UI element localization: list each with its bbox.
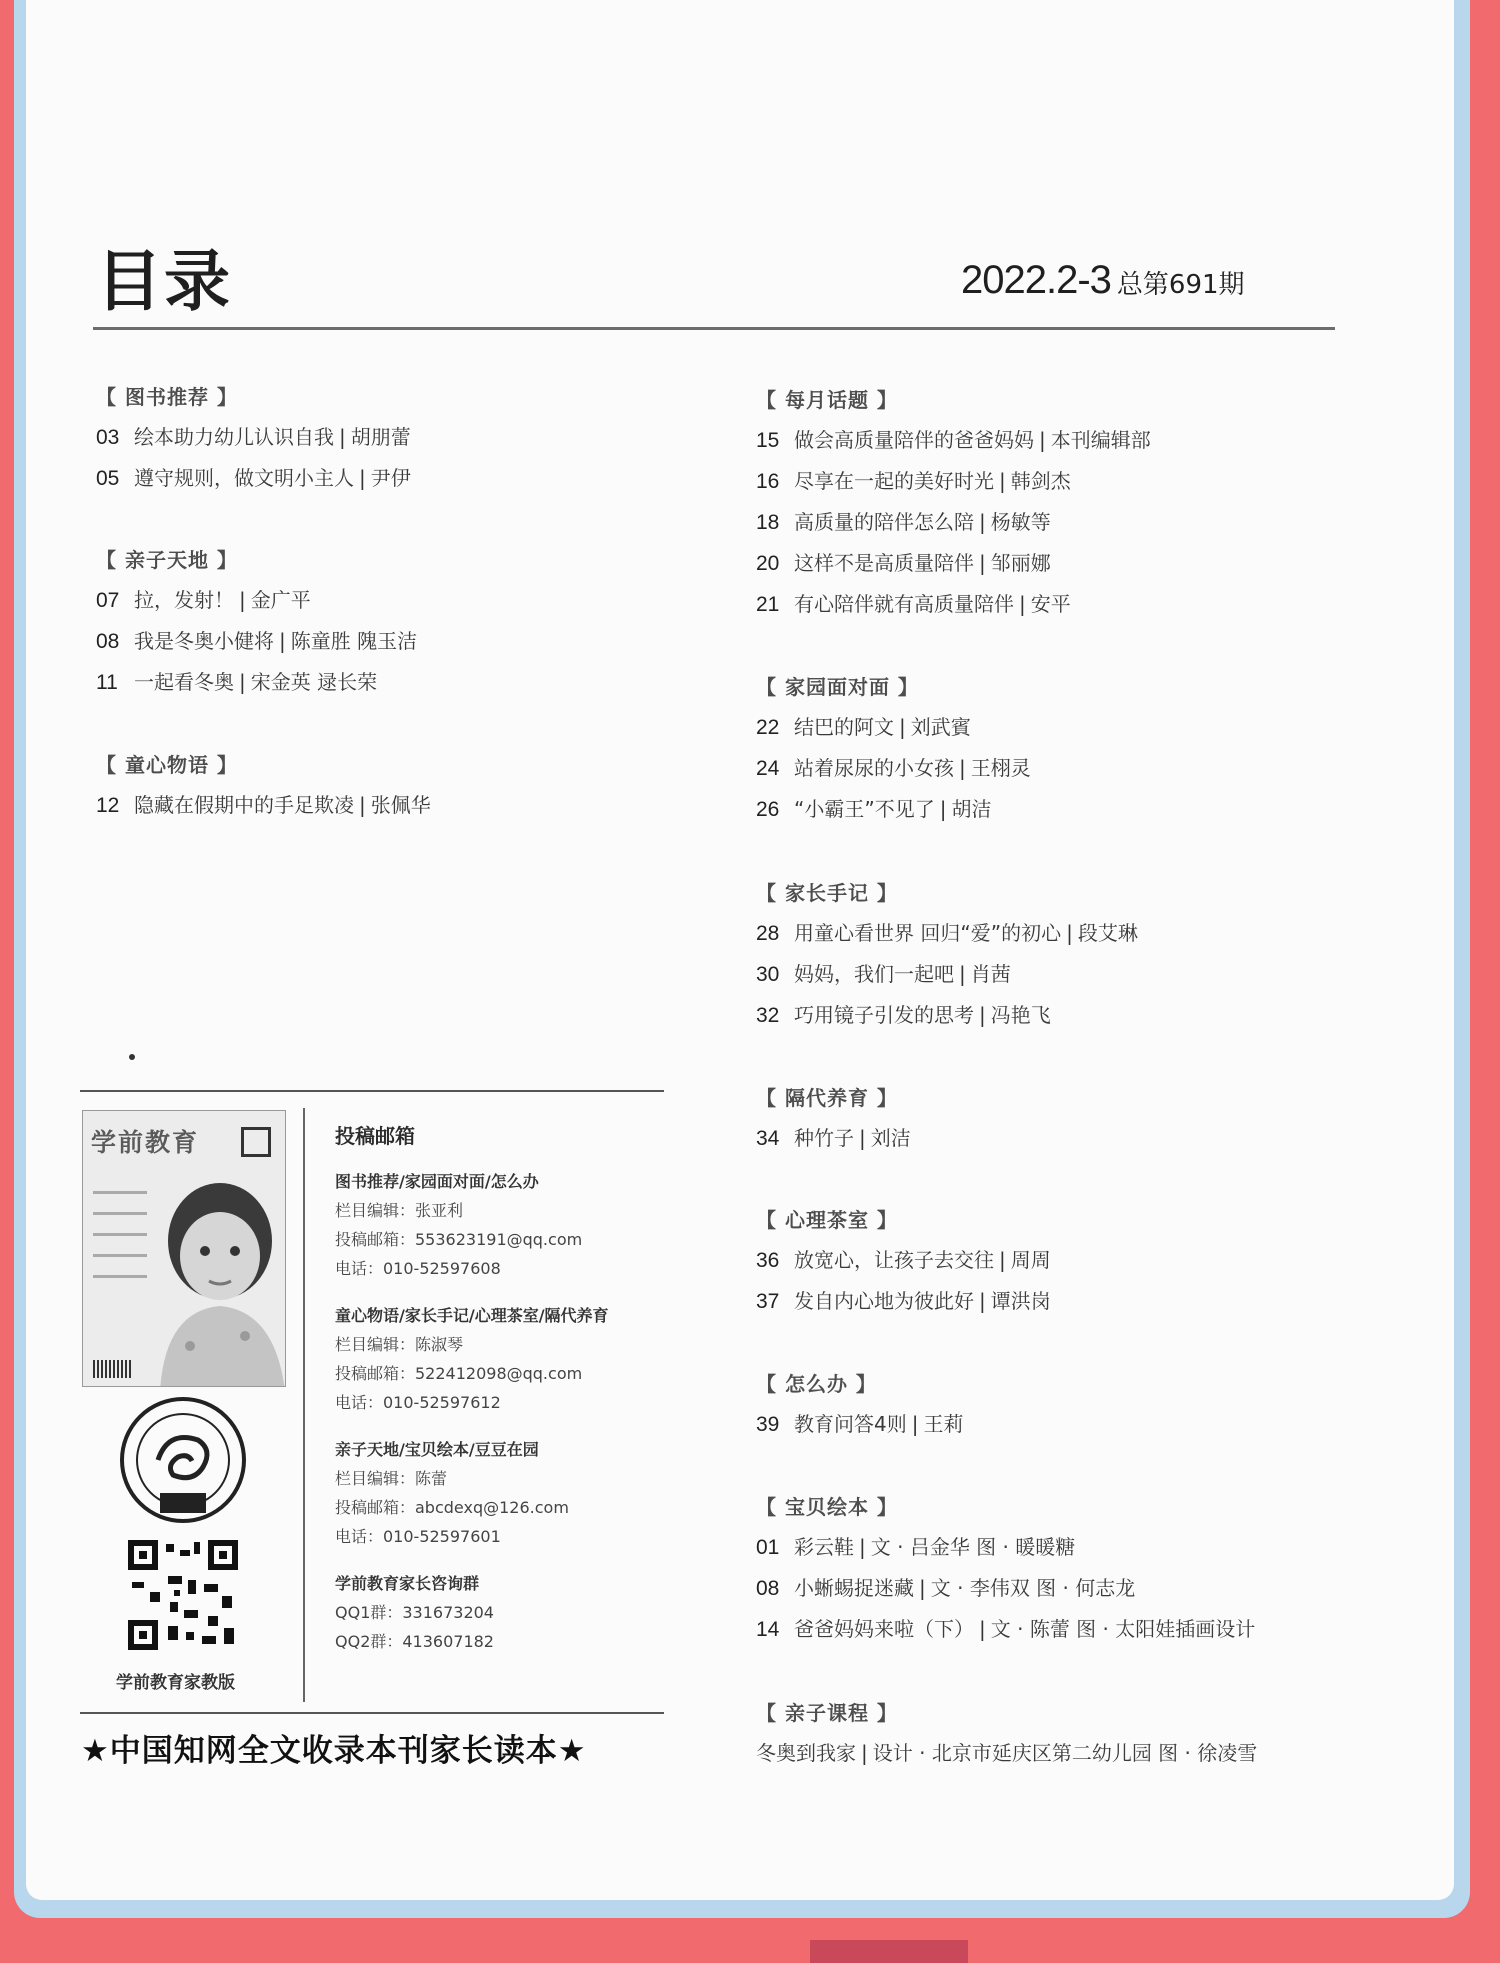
entry-page-number: 34 <box>756 1127 780 1150</box>
entry-title: 尽享在一起的美好时光 <box>794 469 994 493</box>
contribution-heading: 投稿邮箱 <box>335 1124 415 1148</box>
toc-entry[interactable] <box>96 662 417 703</box>
toc-entry[interactable] <box>756 461 1151 502</box>
issue-date: 2022.2-3 <box>961 258 1111 302</box>
entry-separator: | <box>861 1741 868 1765</box>
entry-page-number: 37 <box>756 1290 780 1313</box>
toc-entry[interactable] <box>756 420 1151 461</box>
entry-author: 文 · 吕金华 图 · 暖暖糖 <box>870 1535 1076 1559</box>
entry-page-number: 14 <box>756 1618 780 1641</box>
section-heading: 【 心理茶室 】 <box>756 1208 898 1232</box>
section-heading: 【 每月话题 】 <box>756 388 898 412</box>
qr-code-icon <box>128 1540 238 1650</box>
entry-author: 刘武賓 <box>910 715 971 739</box>
contribution-group <box>335 1569 655 1656</box>
entry-separator: | <box>859 1535 866 1559</box>
entry-title: 高质量的陪伴怎么陪 <box>794 510 974 534</box>
toc-entry[interactable] <box>756 707 1031 748</box>
toc-section <box>756 1693 1257 1774</box>
entry-separator: | <box>919 1576 926 1600</box>
group-editor: 栏目编辑：陈蕾 <box>335 1469 448 1488</box>
box-top-rule <box>80 1090 664 1092</box>
entry-separator: | <box>939 797 947 821</box>
cover-qr-icon <box>241 1127 271 1157</box>
entry-page-number: 16 <box>756 470 780 493</box>
toc-entry[interactable] <box>96 458 411 499</box>
section-heading: 【 童心物语 】 <box>96 753 238 777</box>
title-rule <box>93 327 1335 330</box>
magazine-page <box>26 0 1454 1900</box>
entry-separator: | <box>239 670 246 694</box>
entry-separator: | <box>979 510 986 534</box>
issue-info <box>961 258 1245 303</box>
entry-title: 有心陪伴就有高质量陪伴 <box>794 592 1014 616</box>
entry-page-number: 08 <box>756 1577 780 1600</box>
contribution-group <box>335 1167 655 1283</box>
toc-entry[interactable] <box>756 1404 963 1445</box>
contribution-group <box>335 1435 655 1551</box>
toc-entry[interactable] <box>756 1609 1255 1650</box>
entry-separator: | <box>911 1412 919 1436</box>
contribution-groups <box>335 1167 655 1656</box>
entry-separator: | <box>979 1289 986 1313</box>
entry-author: 胡洁 <box>951 797 992 821</box>
page-title: 目录 <box>96 243 232 320</box>
entry-page-number: 07 <box>96 589 120 612</box>
section-heading: 【 家园面对面 】 <box>756 675 919 699</box>
entry-author: 王栩灵 <box>970 756 1031 780</box>
group-title: 学前教育家长咨询群 <box>335 1574 480 1593</box>
entry-title: 做会高质量陪伴的爸爸妈妈 <box>794 428 1034 452</box>
group-email: 投稿邮箱：522412098@qq.com <box>335 1364 583 1383</box>
toc-entry[interactable] <box>96 621 417 662</box>
cover-title: 学前教育 <box>91 1128 200 1157</box>
group-title: 亲子天地/宝贝绘本/豆豆在园 <box>335 1440 539 1459</box>
entry-separator: | <box>859 1126 866 1150</box>
entry-page-number: 39 <box>756 1413 780 1436</box>
entry-separator: | <box>359 793 366 817</box>
entry-author: 段艾琳 <box>1077 921 1138 945</box>
section-heading: 【 亲子课程 】 <box>756 1701 898 1725</box>
entry-separator: | <box>1019 592 1026 616</box>
entry-separator: | <box>959 756 966 780</box>
entry-author: 刘洁 <box>870 1126 911 1150</box>
honor-seal-icon <box>118 1395 248 1525</box>
entry-page-number: 28 <box>756 922 780 945</box>
entry-title: 遵守规则，做文明小主人 <box>134 466 354 490</box>
entry-separator: | <box>979 1617 986 1641</box>
entry-title: 隐藏在假期中的手足欺凌 <box>134 793 354 817</box>
entry-author: 韩剑杰 <box>1010 469 1071 493</box>
section-heading: 【 隔代养育 】 <box>756 1086 898 1110</box>
entry-author: 尹伊 <box>370 466 411 490</box>
toc-section <box>756 1200 1051 1322</box>
toc-section <box>96 377 411 499</box>
entry-title: 用童心看世界 回归“爱”的初心 <box>794 921 1062 945</box>
entry-title: 我是冬奥小健将 <box>134 629 274 653</box>
group-phone: 电话：010-52597601 <box>335 1527 501 1546</box>
entry-author: 邹丽娜 <box>990 551 1051 575</box>
toc-section <box>756 873 1138 1036</box>
toc-section <box>96 745 431 826</box>
entry-separator: | <box>959 962 966 986</box>
entry-page-number: 08 <box>96 630 120 653</box>
entry-author: 张佩华 <box>370 793 431 817</box>
entry-title: 爸爸妈妈来啦（下） <box>794 1617 974 1641</box>
entry-title: 拉，发射！ <box>134 588 234 612</box>
entry-page-number: 20 <box>756 552 780 575</box>
issue-total: 总第691期 <box>1116 270 1245 300</box>
entry-title: 这样不是高质量陪伴 <box>794 551 974 575</box>
entry-author: 安平 <box>1030 592 1071 616</box>
group-title: 图书推荐/家园面对面/怎么办 <box>335 1172 539 1191</box>
section-heading: 【 图书推荐 】 <box>96 385 238 409</box>
group-editor: QQ1群：331673204 <box>335 1603 494 1622</box>
box-bottom-rule <box>80 1712 664 1714</box>
toc-entry[interactable] <box>756 543 1151 584</box>
toc-entry[interactable] <box>756 1240 1051 1281</box>
toc-entry[interactable] <box>96 580 417 621</box>
section-heading: 【 怎么办 】 <box>756 1372 877 1396</box>
entry-author: 文 · 李伟双 图 · 何志龙 <box>930 1576 1136 1600</box>
bottom-tab <box>810 1940 968 1963</box>
entry-title: 一起看冬奥 <box>134 670 234 694</box>
entry-separator: | <box>359 466 366 490</box>
group-editor: 栏目编辑：张亚利 <box>335 1201 464 1220</box>
group-title: 童心物语/家长手记/心理茶室/隔代养育 <box>335 1306 609 1325</box>
entry-title: 冬奥到我家 <box>756 1741 856 1765</box>
entry-title: 教育问答4则 <box>794 1412 907 1436</box>
entry-author: 宋金英 逯长荣 <box>250 670 378 694</box>
entry-page-number: 05 <box>96 467 120 490</box>
entry-title: 小蜥蜴捉迷藏 <box>794 1576 914 1600</box>
print-speck <box>129 1054 135 1060</box>
entry-page-number: 01 <box>756 1536 780 1559</box>
qr-caption: 学前教育家教版 <box>116 1673 235 1693</box>
section-heading: 【 亲子天地 】 <box>96 548 238 572</box>
entry-separator: | <box>279 629 286 653</box>
toc-entry[interactable] <box>756 913 1138 954</box>
toc-entry[interactable] <box>756 1281 1051 1322</box>
entry-page-number: 36 <box>756 1249 780 1272</box>
entry-author: 杨敏等 <box>990 510 1051 534</box>
barcode-icon <box>93 1360 133 1378</box>
toc-section <box>756 380 1151 625</box>
entry-page-number: 11 <box>96 671 118 694</box>
entry-page-number: 26 <box>756 798 780 821</box>
toc-entry[interactable] <box>756 1733 1257 1774</box>
entry-author: 陈童胜 隗玉洁 <box>290 629 418 653</box>
entry-title: 巧用镜子引发的思考 <box>794 1003 974 1027</box>
entry-title: 发自内心地为彼此好 <box>794 1289 974 1313</box>
toc-section <box>756 1078 911 1159</box>
entry-title: 种竹子 <box>794 1126 854 1150</box>
entry-author: 设计 · 北京市延庆区第二幼儿园 图 · 徐凌雪 <box>872 1741 1258 1765</box>
toc-entry[interactable] <box>756 748 1031 789</box>
toc-section <box>756 1487 1255 1650</box>
toc-entry[interactable] <box>756 995 1138 1036</box>
entry-author: 冯艳飞 <box>990 1003 1051 1027</box>
entry-title: 彩云鞋 <box>794 1535 854 1559</box>
child-photo-icon <box>145 1171 286 1387</box>
entry-page-number: 18 <box>756 511 780 534</box>
entry-title: 放宽心，让孩子去交往 <box>794 1248 994 1272</box>
section-heading: 【 宝贝绘本 】 <box>756 1495 898 1519</box>
contribution-group <box>335 1301 655 1417</box>
toc-entry[interactable] <box>756 502 1151 543</box>
toc-entry[interactable] <box>756 1118 911 1159</box>
group-email: QQ2群：413607182 <box>335 1632 494 1651</box>
entry-separator: | <box>1039 428 1046 452</box>
entry-page-number: 32 <box>756 1004 780 1027</box>
group-editor: 栏目编辑：陈淑琴 <box>335 1335 464 1354</box>
toc-entry[interactable] <box>96 785 431 826</box>
entry-title: 绘本助力幼儿认识自我 <box>134 425 334 449</box>
toc-section <box>756 1364 963 1445</box>
toc-entry[interactable] <box>756 954 1138 995</box>
entry-page-number: 22 <box>756 716 780 739</box>
entry-page-number: 03 <box>96 426 120 449</box>
entry-separator: | <box>339 425 346 449</box>
entry-author: 谭洪岗 <box>990 1289 1051 1313</box>
group-email: 投稿邮箱：553623191@qq.com <box>335 1230 583 1249</box>
entry-author: 本刊编辑部 <box>1050 428 1151 452</box>
entry-separator: | <box>239 588 246 612</box>
entry-page-number: 21 <box>756 593 780 616</box>
entry-title: 妈妈，我们一起吧 <box>794 962 954 986</box>
entry-title: 结巴的阿文 <box>794 715 894 739</box>
entry-title: “小霸王”不见了 <box>794 797 935 821</box>
entry-separator: | <box>999 469 1006 493</box>
contribution-info <box>335 1110 655 1674</box>
toc-entry[interactable] <box>756 789 1031 830</box>
entry-author: 胡朋蕾 <box>350 425 411 449</box>
entry-page-number: 30 <box>756 963 780 986</box>
section-heading: 【 家长手记 】 <box>756 881 898 905</box>
entry-separator: | <box>899 715 906 739</box>
entry-separator: | <box>999 1248 1006 1272</box>
toc-entry[interactable] <box>756 1527 1255 1568</box>
cover-text-lines <box>93 1191 147 1296</box>
entry-separator: | <box>979 1003 986 1027</box>
magazine-cover-thumbnail <box>82 1110 286 1387</box>
entry-separator: | <box>1066 921 1073 945</box>
entry-page-number: 12 <box>96 794 120 817</box>
entry-author: 王莉 <box>923 1412 964 1436</box>
entry-page-number: 15 <box>756 429 780 452</box>
group-phone: 电话：010-52597612 <box>335 1393 501 1412</box>
entry-author: 肖茜 <box>970 962 1011 986</box>
toc-section <box>756 667 1031 830</box>
entry-separator: | <box>979 551 986 575</box>
cnki-banner: ★中国知网全文收录本刊家长读本★ <box>81 1733 587 1769</box>
group-email: 投稿邮箱：abcdexq@126.com <box>335 1498 569 1517</box>
group-phone: 电话：010-52597608 <box>335 1259 501 1278</box>
toc-entry[interactable] <box>756 1568 1255 1609</box>
entry-author: 周周 <box>1010 1248 1051 1272</box>
box-divider <box>303 1108 305 1702</box>
entry-author: 金广平 <box>250 588 311 612</box>
entry-title: 站着尿尿的小女孩 <box>794 756 954 780</box>
toc-entry[interactable] <box>756 584 1151 625</box>
toc-entry[interactable] <box>96 417 411 458</box>
entry-author: 文 · 陈蕾 图 · 太阳娃插画设计 <box>990 1617 1256 1641</box>
entry-page-number: 24 <box>756 757 780 780</box>
toc-section <box>96 540 417 703</box>
